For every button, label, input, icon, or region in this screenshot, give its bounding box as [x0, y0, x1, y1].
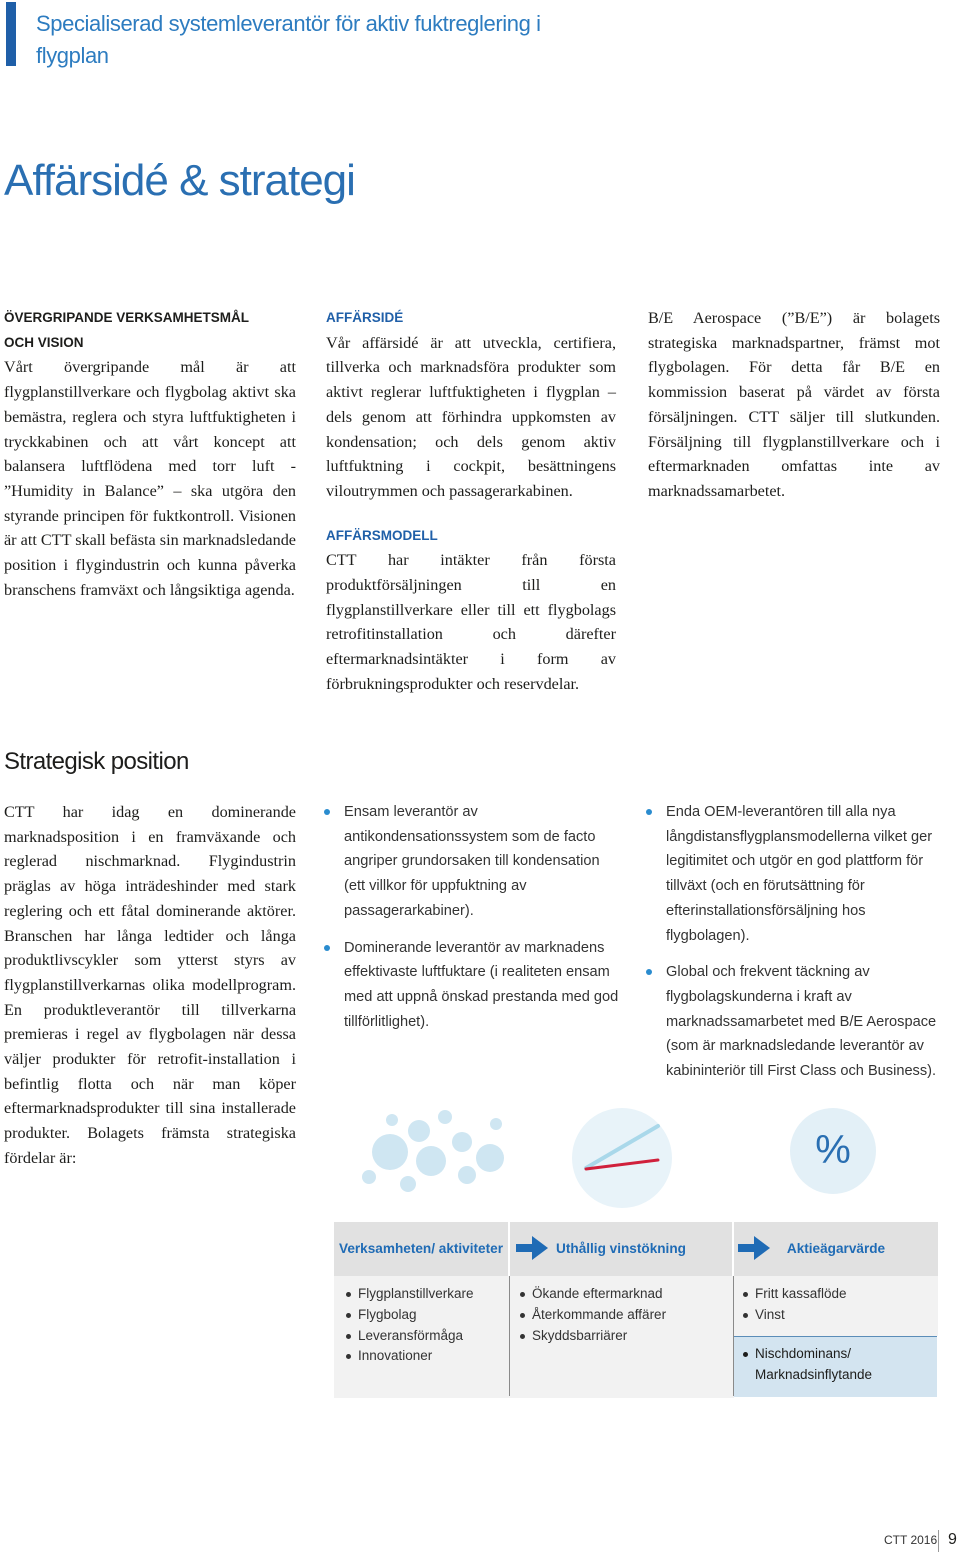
footer-label: CTT 2016 — [884, 1533, 938, 1547]
bubbles-illustration — [360, 1104, 520, 1198]
strategic-position-section — [4, 800, 296, 1171]
shareholder-value-list — [743, 1284, 933, 1326]
list-item: Leveransförmåga — [346, 1326, 506, 1347]
list-item: Vinst — [743, 1305, 933, 1326]
bullet-icon — [346, 1292, 351, 1297]
advantage-item: Dominerande leverantör av marknadens effektivaste luftfuktare (i realiteten ensam med att uppnå önskad prestanda med god tillförlitlighet). — [324, 936, 620, 1035]
growth-chart-icon — [572, 1108, 672, 1208]
bullet-icon — [743, 1313, 748, 1318]
business-idea-section — [326, 306, 616, 697]
value-chain-diagram — [334, 1222, 938, 1398]
activities-list — [346, 1284, 506, 1367]
advantage-item: Global och frekvent täckning av flygbolagskunderna i kraft av marknadssamarbetet med B/E Aerospace (som är marknadsledande leverantör av kabininteriör till First Class och Business). — [646, 960, 942, 1084]
list-item: Flygplanstillverkare — [346, 1284, 506, 1305]
page-title: Affärsidé & strategi — [4, 156, 355, 205]
diagram-header-profit-growth: Uthållig vinstökning — [510, 1222, 732, 1276]
header-accent-bar — [6, 2, 16, 66]
list-item: Flygbolag — [346, 1305, 506, 1326]
bullet-icon — [520, 1313, 525, 1318]
list-item: Återkommande affärer — [520, 1305, 730, 1326]
niche-dominance-label: Nischdominans/ Marknadsinflytande — [755, 1346, 873, 1382]
list-item: Ökande eftermarknad — [520, 1284, 730, 1305]
vision-heading-2: OCH VISION — [4, 334, 84, 350]
bullet-icon — [646, 809, 652, 815]
business-model-text-2: B/E Aerospace (”B/E”) är bolagets strategiska marknadspartner, främst mot flygbolagen. För detta får B/E en kommission baserat på värdet av första försäljningen. CTT säljer till slutkunden. Försäljning till flygplanstillverkare och i eftermarknaden omfattas inte av marknadssamarbetet. — [648, 309, 940, 500]
strategic-position-text: CTT har idag en dominerande marknadsposition i en framväxande och reglerad nischmarknad. Flygindustrin präglas av höga inträdeshinder med stark reglering och ett fåtal dominerande aktörer. Branschen har långa ledtider och långa produktlivscykler som ytterst styrs av flygplanstillverkarnas olika modellprogram. En produktleverantör till tillverkarna premieras i regel av flygbolagen när dessa väljer produkter för retrofit-installation i befintlig flotta och när man köper eftermarknadsprodukter till sina installerade produkter. Bolagets främsta strategiska fördelar är: — [4, 803, 296, 1167]
business-model-continued — [648, 306, 940, 504]
diagram-header-activities: Verksamheten/ aktiviteter — [334, 1222, 508, 1276]
bullet-icon — [346, 1354, 351, 1359]
strategic-position-title: Strategisk position — [4, 748, 189, 775]
profit-growth-list — [520, 1284, 730, 1346]
business-idea-text: Vår affärsidé är att utveckla, certifiera, tillverka och marknadsföra produkter som aktivt reglerar luftfuktigheten i flygplan – dels genom att förhindra uppkomsten av kondensation; och dels genom aktiv luftfuktning i cockpit, besättningens viloutrymmen och passagerarkabinen. — [326, 333, 616, 500]
list-item: Fritt kassaflöde — [743, 1284, 933, 1305]
bullet-icon — [743, 1352, 748, 1357]
list-item: Skyddsbarriärer — [520, 1326, 730, 1347]
vision-section — [4, 306, 296, 602]
arrow-right-icon — [738, 1234, 772, 1262]
diagram-header-shareholder-value: Aktieägarvärde — [734, 1222, 938, 1276]
bullet-icon — [324, 945, 330, 951]
page-number: 9 — [948, 1531, 957, 1548]
list-item: Innovationer — [346, 1346, 506, 1367]
advantage-item: Ensam leverantör av antikondensationssystem som de facto angriper grundorsaken till kondensation (ett villkor för uppfuktning av passagerarkabiner). — [324, 800, 620, 924]
bullet-icon — [743, 1292, 748, 1297]
bullet-icon — [346, 1313, 351, 1318]
vision-heading-1: ÖVERGRIPANDE VERKSAMHETSMÅL — [4, 310, 250, 325]
percent-icon: % — [815, 1128, 851, 1172]
business-model-text: CTT har intäkter från första produktförsäljningen till en flygplanstillverkare eller till ett flygbolags retrofitinstallation och därefter eftermarknadsintäkter i form av förbrukningsprodukter och reservdelar. — [326, 551, 616, 693]
advantages-list-mid — [324, 800, 620, 1046]
growth-chart-illustration — [572, 1108, 672, 1208]
business-idea-heading: AFFÄRSIDÉ — [326, 310, 404, 325]
advantage-item: Enda OEM-leverantören till alla nya långdistansflygplansmodellerna vilket ger legitimitet och utgör en god plattform för tillväxt (och en förutsättning för efterinstallationsförsäljning hos flygbolagen). — [646, 800, 942, 948]
business-model-heading: AFFÄRSMODELL — [326, 527, 438, 543]
advantages-list-right — [646, 800, 942, 1096]
vision-text: Vårt övergripande mål är att flygplanstillverkare och flygbolag aktivt ska bemästra, reglera och styra luftfuktigheten i tryckkabinen och att vårt koncept att balansera luftflödena med torr luft - ”Humidity in Balance” – ska utgöra den styrande principen för fuktkontroll. Visionen är att CTT skall befästa sin marknadsledande position i flygindustrin och kunna påverka branschens framväxt och långsiktiga agenda. — [4, 358, 296, 599]
column-divider — [509, 1276, 510, 1396]
header-title: Specialiserad systemleverantör för aktiv fuktreglering i flygplan — [36, 11, 541, 68]
arrow-right-icon — [516, 1234, 550, 1262]
niche-dominance-box — [734, 1336, 937, 1397]
bullet-icon — [520, 1292, 525, 1297]
bullet-icon — [324, 809, 330, 815]
footer-divider — [938, 1530, 939, 1552]
bullet-icon — [346, 1334, 351, 1339]
percent-illustration — [790, 1108, 876, 1194]
bullet-icon — [646, 969, 652, 975]
bullet-icon — [520, 1334, 525, 1339]
list-item — [743, 1344, 929, 1386]
